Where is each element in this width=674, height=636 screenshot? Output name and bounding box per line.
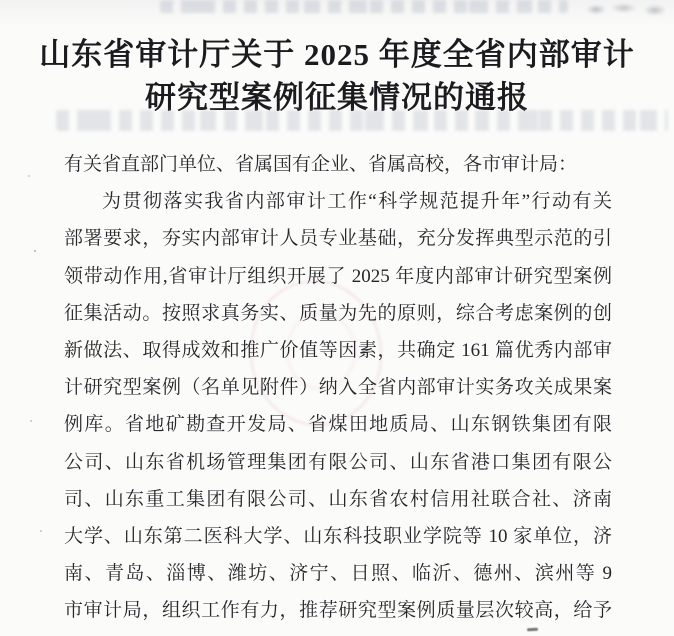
body-line: 例库。省地矿勘查开发局、省煤田地质局、山东钢铁集团有限 bbox=[64, 414, 612, 436]
body-line: 司、山东重工集团有限公司、山东省农村信用社联合社、济南 bbox=[64, 488, 612, 510]
stray-ink-mark-bottom bbox=[527, 628, 538, 632]
body-line: 大学、山东第二医科大学、山东科技职业学院等 10 家单位，济 bbox=[64, 525, 612, 547]
scan-smudge-top-right bbox=[586, 2, 670, 17]
salutation-line: 有关省直部门单位、省属国有企业、省属高校，各市审计局： bbox=[64, 154, 578, 175]
body-line: 公司、山东省机场管理集团有限公司、山东省港口集团有限公 bbox=[64, 451, 612, 473]
body-line: 为贯彻落实我省内部审计工作“科学规范提升年”行动有关 bbox=[102, 191, 612, 213]
body-line: 南、青岛、淄博、潍坊、济宁、日照、临沂、德州、滨州等 9 bbox=[64, 563, 612, 585]
body-line: 征集活动。按照求真务实、质量为先的原则，综合考虑案例的创 bbox=[64, 302, 612, 324]
bleed-through-text-top bbox=[160, 0, 568, 13]
body-line: 市审计局，组织工作有力，推荐研究型案例质量层次较高，给予 bbox=[64, 600, 612, 622]
title-line-2: 研究型案例征集情况的通报 bbox=[145, 80, 529, 115]
scan-specks bbox=[0, 0, 2, 2]
body-line: 新做法、取得成效和推广价值等因素，共确定 161 篇优秀内部审 bbox=[64, 339, 612, 361]
body-line: 领带动作用,省审计厅组织开展了 2025 年度内部审计研究型案例 bbox=[64, 265, 612, 287]
document-title bbox=[0, 33, 674, 119]
body-line: 计研究型案例（名单见附件）纳入全省内部审计实务攻关成果案 bbox=[64, 377, 612, 399]
title-line-1: 山东省审计厅关于 2025 年度全省内部审计 bbox=[39, 37, 635, 72]
body-line: 部署要求，夯实内部审计人员专业基础，充分发挥典型示范的引 bbox=[64, 228, 612, 250]
document-body bbox=[64, 146, 612, 629]
body-paragraph bbox=[64, 183, 612, 629]
